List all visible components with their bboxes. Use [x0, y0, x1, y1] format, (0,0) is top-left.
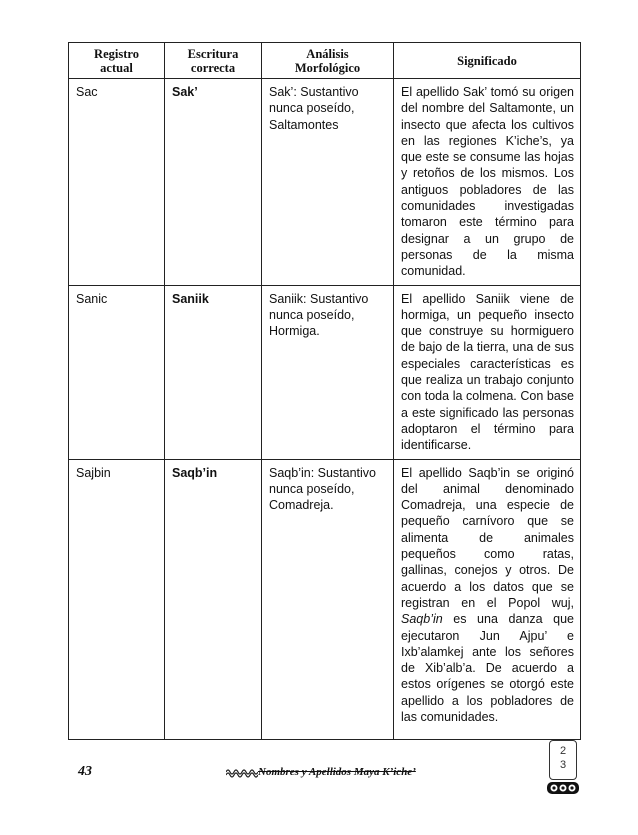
- badge-digit-bottom: 3: [559, 759, 567, 771]
- header-escritura-line1: Escritura: [187, 46, 239, 61]
- cell-escritura: Saniik: [165, 285, 262, 459]
- wave-ornament-icon: [226, 766, 258, 778]
- header-registro: [69, 43, 165, 79]
- header-analisis: [262, 43, 394, 79]
- page-number: 43: [78, 764, 92, 779]
- header-registro-line1: Registro: [94, 46, 139, 61]
- header-analisis-line1: Análisis: [306, 46, 349, 61]
- significado-text-start: El apellido Saqb’in se originó del animal denominado Comadreja, una especie de pequeño carnívoro que se alimenta de animales pequeños como ratas, gallinas, conejos y otros. De acuerdo a los datos que se registran en el Popol wuj,: [401, 465, 574, 610]
- cell-escritura: Saqb’in: [165, 459, 262, 739]
- header-registro-line2: actual: [100, 60, 133, 75]
- header-escritura-line2: correcta: [190, 60, 236, 75]
- cell-significado: El apellido Sak’ tomó su origen del nombre del Saltamonte, un insecto que afecta los cultivos en las regiones K’iche’s, ya que este se consume las hojas y retoños de los mismos. Los antiguos pobladores de las comunidades investigadas tomaron este término para designar a un grupo de personas de la misma comunidad.: [394, 79, 581, 286]
- cell-significado: [394, 459, 581, 739]
- header-analisis-line2: Morfológico: [294, 60, 361, 75]
- cell-analisis: Sak’: Sustantivo nunca poseído, Saltamontes: [262, 79, 394, 286]
- table-row: [69, 285, 581, 459]
- spiral-ornament-icon: [546, 781, 580, 795]
- table-row: [69, 459, 581, 739]
- page-footer: [0, 745, 638, 800]
- cell-analisis: Saqb’in: Sustantivo nunca poseído, Comadreja.: [262, 459, 394, 739]
- significado-italic-term: Saqb’in: [401, 612, 443, 627]
- table-row: [69, 79, 581, 286]
- badge-digit-top: 2: [559, 745, 567, 757]
- header-significado-line1: Significado: [457, 53, 517, 68]
- cell-registro: Sanic: [69, 285, 165, 459]
- cell-escritura: Sak’: [165, 79, 262, 286]
- surnames-table: [68, 42, 581, 740]
- page-badge: [549, 740, 577, 780]
- cell-analisis: Saniik: Sustantivo nunca poseído, Hormiga.: [262, 285, 394, 459]
- cell-registro: Sajbin: [69, 459, 165, 739]
- significado-text-end: es una danza que ejecutaron Jun Ajpu’ e Ixb’alamkej ante los señores de Xib’alb’a. De acuerdo a estos orígenes se otorgó este apellido a los pobladores de las comunidades.: [401, 612, 574, 724]
- header-significado: [394, 43, 581, 79]
- footer-book-title: Nombres y Apellidos Maya K’iche’: [258, 766, 416, 778]
- cell-significado: El apellido Saniik viene de hormiga, un pequeño insecto que construye su hormiguero de bajo de la tierra, una de sus especiales características es que realiza un trabajo conjunto con toda la colmena. Con base a este significado las personas adoptaron el término para identificarse.: [394, 285, 581, 459]
- header-row: [69, 43, 581, 79]
- header-escritura: [165, 43, 262, 79]
- cell-registro: Sac: [69, 79, 165, 286]
